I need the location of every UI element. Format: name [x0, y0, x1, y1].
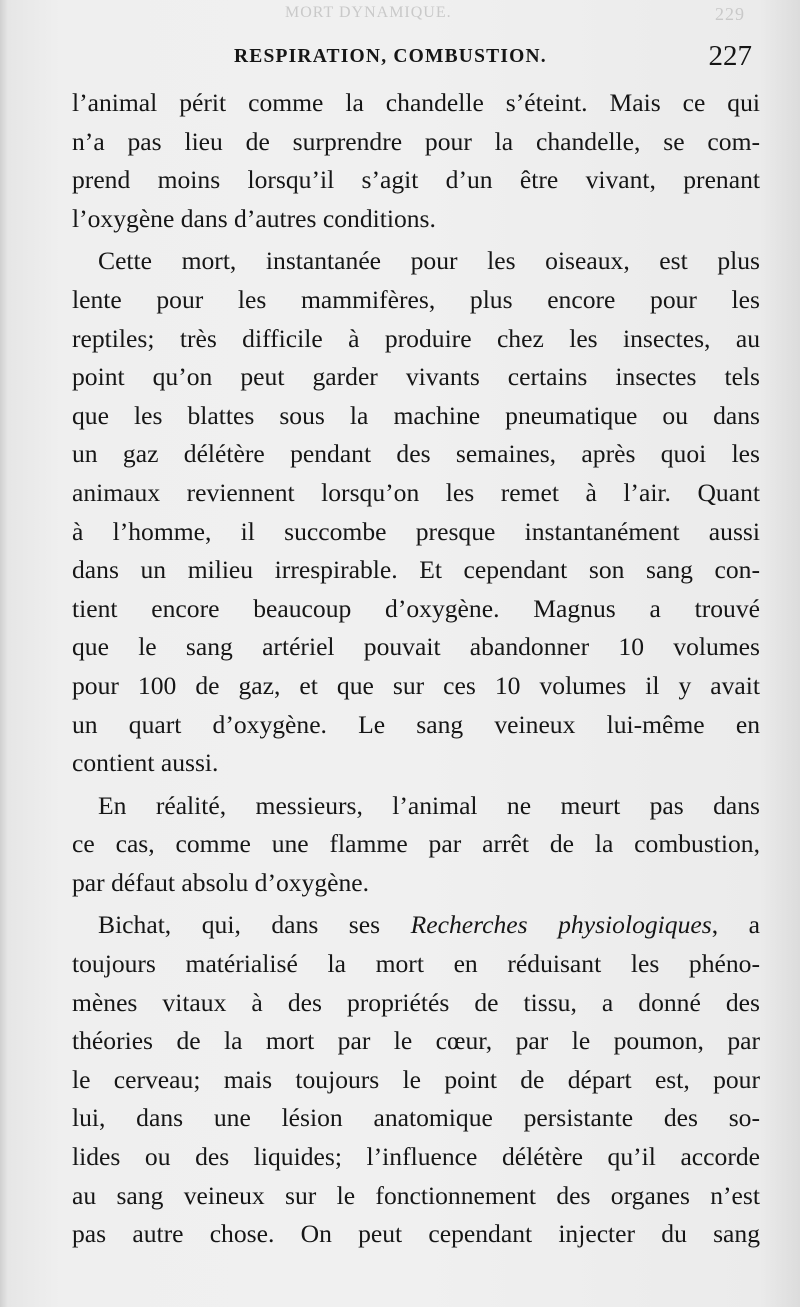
- text-line: lente pour les mammifères, plus encore pour les: [72, 284, 760, 314]
- text-line: Cette mort, instantanée pour les oiseaux, est plus: [98, 246, 760, 276]
- bleed-through-title: MORT DYNAMIQUE.: [285, 4, 452, 21]
- text-line: tient encore beaucoup d’oxygène. Magnus a trouvé: [72, 593, 760, 623]
- text-line: ce cas, comme une flamme par arrêt de la combustion,: [72, 829, 760, 859]
- text-line: lides ou des liquides; l’influence délétère qu’il accorde: [72, 1142, 760, 1172]
- paragraph-2: [72, 242, 760, 782]
- text-line: à l’homme, il succombe presque instantanément aussi: [72, 516, 760, 546]
- text-line: mènes vitaux à des propriétés de tissu, a donné des: [72, 987, 760, 1017]
- bleed-through-page-number: 229: [715, 4, 745, 24]
- text-line: prend moins lorsqu’il s’agit d’un être vivant, prenant: [72, 165, 760, 195]
- text-line: n’a pas lieu de surprendre pour la chandelle, se com-: [72, 126, 760, 156]
- text-line: que le sang artériel pouvait abandonner 10 volumes: [72, 632, 760, 662]
- text-line: par défaut absolu d’oxygène.: [72, 867, 370, 897]
- text-line: un gaz délétère pendant des semaines, après quoi les: [72, 439, 760, 469]
- text-line: théories de la mort par le cœur, par le poumon, par: [72, 1026, 760, 1056]
- text-line: le cerveau; mais toujours le point de départ est, pour: [72, 1064, 760, 1094]
- page-header: [72, 40, 760, 76]
- text-line: En réalité, messieurs, l’animal ne meurt pas dans: [98, 790, 760, 820]
- text-line: l’animal périt comme la chandelle s’éteint. Mais ce qui: [72, 88, 760, 117]
- text-line: au sang veineux sur le fonctionnement des organes n’est: [72, 1180, 760, 1210]
- text-line: pour 100 de gaz, et que sur ces 10 volumes il y avait: [72, 670, 760, 700]
- text-line-with-italic: [72, 906, 760, 945]
- bleed-through-text: [285, 4, 765, 22]
- text-segment: Bichat, qui, dans ses: [98, 910, 411, 940]
- text-line: contient aussi.: [72, 748, 219, 778]
- running-title: RESPIRATION, COMBUSTION.: [234, 46, 547, 67]
- text-line: animaux reviennent lorsqu’on les remet à l’air. Quant: [72, 477, 760, 507]
- text-line: que les blattes sous la machine pneumatique ou dans: [72, 400, 760, 430]
- book-title-italic: Recherches physiologiques: [410, 910, 712, 940]
- text-line: un quart d’oxygène. Le sang veineux lui-même en: [72, 709, 760, 739]
- text-line: toujours matérialisé la mort en réduisant les phéno-: [72, 949, 760, 979]
- text-line: pas autre chose. On peut cependant injecter du sang: [72, 1219, 760, 1249]
- paragraph-1: [72, 84, 760, 238]
- text-line: point qu’on peut garder vivants certains insectes tels: [72, 362, 760, 392]
- text-line: dans un milieu irrespirable. Et cependant son sang con-: [72, 555, 760, 585]
- text-line: reptiles; très difficile à produire chez les insectes, au: [72, 323, 760, 353]
- paragraph-4: [72, 906, 760, 1253]
- text-line: lui, dans une lésion anatomique persistante des so-: [72, 1103, 760, 1133]
- page-number: 227: [708, 40, 752, 72]
- body-text: [72, 84, 760, 1254]
- text-line: l’oxygène dans d’autres conditions.: [72, 203, 436, 233]
- text-segment: , a: [711, 910, 760, 940]
- paragraph-3: [72, 787, 760, 903]
